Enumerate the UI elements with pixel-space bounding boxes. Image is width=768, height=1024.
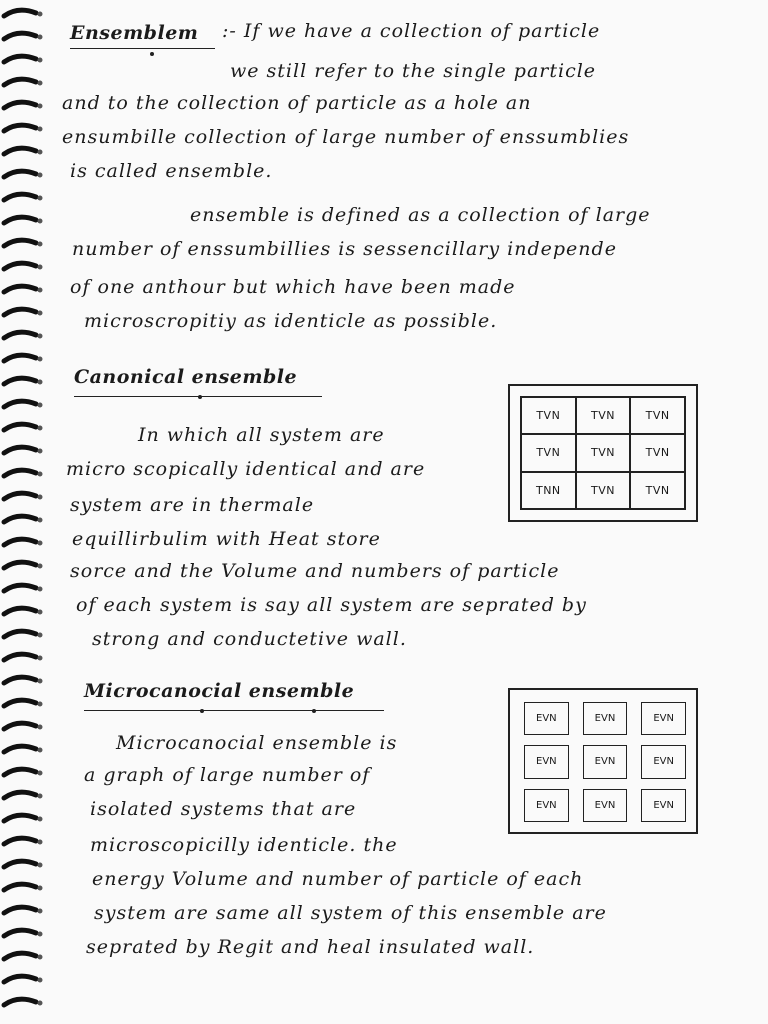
spiral-coil xyxy=(4,125,36,131)
spiral-coil xyxy=(4,286,36,292)
spiral-coil xyxy=(4,792,36,798)
punch-hole xyxy=(38,633,43,638)
spiral-coil xyxy=(4,654,36,660)
punch-hole xyxy=(38,518,43,523)
spiral-coil xyxy=(4,999,36,1005)
spiral-coil xyxy=(4,79,36,85)
punch-hole xyxy=(38,794,43,799)
spiral-coil xyxy=(4,470,36,476)
ensemble-line-8: of one anthour but which have been made xyxy=(70,276,516,298)
microcanonical-cell: EVN xyxy=(524,702,569,735)
punch-hole xyxy=(38,840,43,845)
punch-hole xyxy=(38,35,43,40)
ensemble-line-3: and to the collection of particle as a hole an xyxy=(62,92,532,114)
punch-hole xyxy=(38,426,43,431)
spiral-coil xyxy=(4,102,36,108)
spiral-coil xyxy=(4,539,36,545)
punch-hole xyxy=(38,1001,43,1006)
canonical-line-7: strong and conductetive wall. xyxy=(92,628,407,650)
punch-hole xyxy=(38,242,43,247)
punch-hole xyxy=(38,58,43,63)
ensemble-line-6: ensemble is defined as a collection of large xyxy=(190,204,651,226)
microcanonical-heading-dot-1 xyxy=(200,709,204,713)
punch-hole xyxy=(38,12,43,17)
punch-hole xyxy=(38,472,43,477)
ensemble-heading-underline xyxy=(70,48,215,49)
spiral-coil xyxy=(4,194,36,200)
punch-hole xyxy=(38,587,43,592)
punch-hole xyxy=(38,173,43,178)
canonical-cell: TVN xyxy=(576,397,631,434)
spiral-coil xyxy=(4,171,36,177)
spiral-coil xyxy=(4,378,36,384)
microcanonical-line-6: system are same all system of this ensemble are xyxy=(94,902,607,924)
microcanonical-cell: EVN xyxy=(583,745,628,778)
ensemble-line-2: we still refer to the single particle xyxy=(230,60,597,82)
canonical-heading: Canonical ensemble xyxy=(74,366,298,388)
canonical-line-2: micro scopically identical and are xyxy=(66,458,426,480)
spiral-coil xyxy=(4,746,36,752)
spiral-coil xyxy=(4,148,36,154)
punch-hole xyxy=(38,725,43,730)
microcanonical-cell: EVN xyxy=(583,702,628,735)
punch-hole xyxy=(38,955,43,960)
punch-hole xyxy=(38,702,43,707)
spiral-coil xyxy=(4,10,36,16)
spiral-coil xyxy=(4,355,36,361)
spiral-coil xyxy=(4,884,36,890)
punch-hole xyxy=(38,564,43,569)
canonical-cell: TNN xyxy=(521,472,576,509)
spiral-coil xyxy=(4,240,36,246)
spiral-coil xyxy=(4,424,36,430)
spiral-coil xyxy=(4,700,36,706)
canonical-cell: TVN xyxy=(630,472,685,509)
microcanonical-line-5: energy Volume and number of particle of each xyxy=(92,868,584,890)
spiral-coil xyxy=(4,585,36,591)
spiral-coil xyxy=(4,493,36,499)
ensemble-line-1: :- If we have a collection of particle xyxy=(222,20,601,42)
spiral-coil xyxy=(4,861,36,867)
canonical-line-1: In which all system are xyxy=(138,424,385,446)
punch-hole xyxy=(38,610,43,615)
canonical-heading-dot xyxy=(198,395,202,399)
microcanonical-line-4: microscopicilly identicle. the xyxy=(90,834,398,856)
ensemble-heading-dot xyxy=(150,52,154,56)
spiral-coil xyxy=(4,631,36,637)
microcanonical-heading: Microcanocial ensemble xyxy=(84,680,355,702)
spiral-coil xyxy=(4,332,36,338)
microcanonical-cell: EVN xyxy=(583,789,628,822)
microcanonical-cell: EVN xyxy=(641,702,686,735)
punch-hole xyxy=(38,656,43,661)
canonical-cell: TVN xyxy=(630,397,685,434)
spiral-coil xyxy=(4,976,36,982)
punch-hole xyxy=(38,150,43,155)
canonical-line-6: of each system is say all system are seprated by xyxy=(76,594,587,616)
spiral-coil xyxy=(4,516,36,522)
microcanonical-diagram-grid xyxy=(524,702,686,822)
spiral-coil xyxy=(4,263,36,269)
ensemble-line-5: is called ensemble. xyxy=(70,160,273,182)
punch-hole xyxy=(38,863,43,868)
microcanonical-cell: EVN xyxy=(524,789,569,822)
punch-hole xyxy=(38,817,43,822)
spiral-coil xyxy=(4,953,36,959)
microcanonical-line-7: seprated by Regit and heal insulated wall. xyxy=(86,936,535,958)
punch-hole xyxy=(38,81,43,86)
spiral-coil xyxy=(4,723,36,729)
canonical-line-5: sorce and the Volume and numbers of particle xyxy=(70,560,560,582)
canonical-cell: TVN xyxy=(521,434,576,471)
microcanonical-cell: EVN xyxy=(641,789,686,822)
spiral-coil xyxy=(4,56,36,62)
punch-hole xyxy=(38,748,43,753)
spiral-binding xyxy=(0,0,60,1024)
microcanonical-line-2: a graph of large number of xyxy=(84,764,371,786)
punch-hole xyxy=(38,127,43,132)
microcanonical-heading-underline xyxy=(84,710,384,711)
spiral-coil xyxy=(4,907,36,913)
punch-hole xyxy=(38,334,43,339)
canonical-line-3: system are in thermale xyxy=(70,494,315,516)
spiral-coil xyxy=(4,838,36,844)
punch-hole xyxy=(38,104,43,109)
spiral-coil xyxy=(4,930,36,936)
punch-hole xyxy=(38,288,43,293)
ensemble-line-9: microscropitiy as identicle as possible. xyxy=(84,310,498,332)
microcanonical-cell: EVN xyxy=(524,745,569,778)
punch-hole xyxy=(38,909,43,914)
microcanonical-diagram xyxy=(508,688,698,834)
punch-hole xyxy=(38,932,43,937)
spiral-coil xyxy=(4,33,36,39)
spiral-coil xyxy=(4,815,36,821)
canonical-line-4: equillirbulim with Heat store xyxy=(72,528,381,550)
punch-hole xyxy=(38,541,43,546)
punch-hole xyxy=(38,978,43,983)
microcanonical-cell: EVN xyxy=(641,745,686,778)
spiral-coil xyxy=(4,677,36,683)
canonical-cell: TVN xyxy=(630,434,685,471)
spiral-coil xyxy=(4,309,36,315)
punch-hole xyxy=(38,403,43,408)
canonical-diagram-grid xyxy=(520,396,686,510)
spiral-coil xyxy=(4,562,36,568)
ensemble-line-7: number of enssumbillies is sessencillary independe xyxy=(72,238,617,260)
punch-hole xyxy=(38,311,43,316)
canonical-diagram xyxy=(508,384,698,522)
punch-hole xyxy=(38,265,43,270)
ensemble-line-4: ensumbille collection of large number of enssumblies xyxy=(62,126,630,148)
punch-hole xyxy=(38,196,43,201)
spiral-coil xyxy=(4,608,36,614)
punch-hole xyxy=(38,449,43,454)
canonical-cell: TVN xyxy=(576,434,631,471)
punch-hole xyxy=(38,679,43,684)
microcanonical-line-3: isolated systems that are xyxy=(90,798,357,820)
spiral-coil xyxy=(4,217,36,223)
punch-hole xyxy=(38,219,43,224)
punch-hole xyxy=(38,380,43,385)
spiral-coil xyxy=(4,401,36,407)
punch-hole xyxy=(38,886,43,891)
canonical-cell: TVN xyxy=(521,397,576,434)
microcanonical-line-1: Microcanocial ensemble is xyxy=(116,732,398,754)
microcanonical-heading-dot-2 xyxy=(312,709,316,713)
punch-hole xyxy=(38,357,43,362)
ensemble-heading: Ensemblem xyxy=(70,22,199,44)
spiral-coil xyxy=(4,769,36,775)
canonical-cell: TVN xyxy=(576,472,631,509)
punch-hole xyxy=(38,771,43,776)
spiral-coil xyxy=(4,447,36,453)
punch-hole xyxy=(38,495,43,500)
